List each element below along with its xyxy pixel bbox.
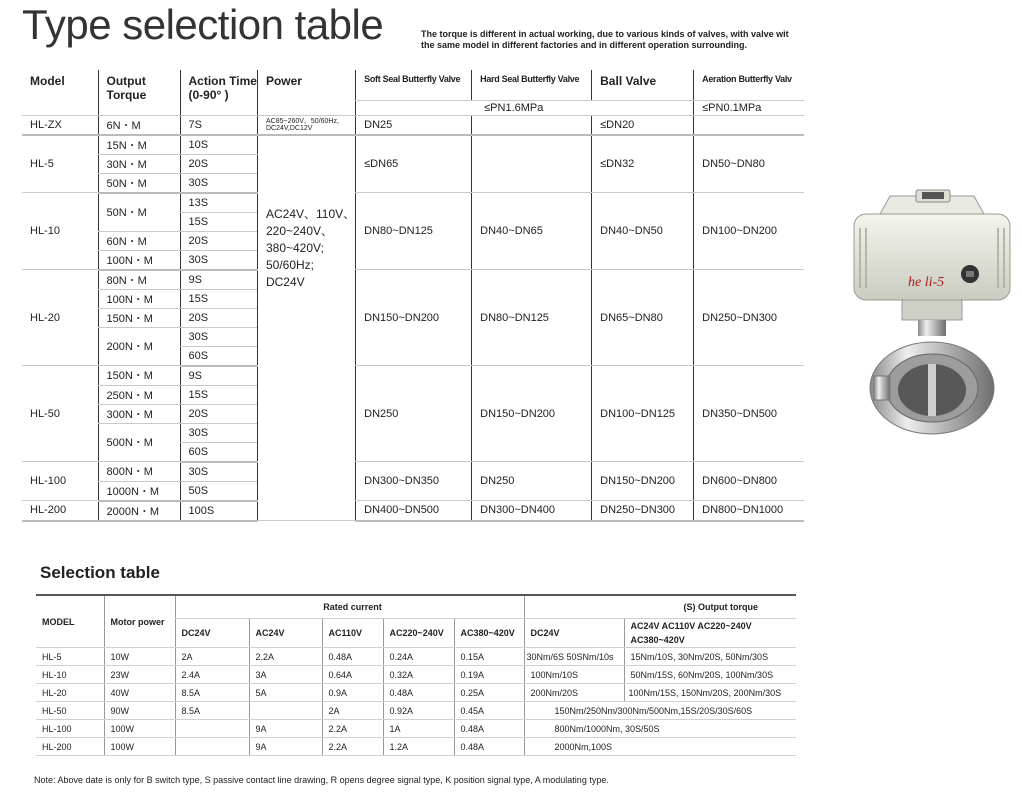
torque-cell: 50N・M	[98, 193, 180, 232]
torque-cell: 150N・M	[98, 308, 180, 327]
hard-cell	[472, 135, 592, 193]
current-cell: 0.48A	[322, 648, 383, 666]
motor-cell: 100W	[104, 720, 175, 738]
aeration-cell: DN250~DN300	[694, 270, 804, 366]
motor-cell: 10W	[104, 648, 175, 666]
soft-cell: DN300~DN350	[356, 462, 472, 501]
time-cell: 15S	[180, 212, 257, 231]
torque-note-line: The torque is different in actual working, due to various kinds of valves, with valve wit	[421, 29, 789, 39]
time-cell: 100S	[180, 501, 257, 521]
torque-cell: 30N・M	[98, 154, 180, 173]
current-cell: 1A	[383, 720, 454, 738]
header-model: Model	[22, 70, 98, 115]
current-cell: 0.32A	[383, 666, 454, 684]
torque-ac-cell: 50Nm/15S, 60Nm/20S, 100Nm/30S	[624, 666, 796, 684]
power-small: AC85~260V、50/60Hz, DC24V,DC12V	[257, 115, 355, 135]
time-cell: 7S	[180, 115, 257, 135]
aeration-cell: DN100~DN200	[694, 193, 804, 270]
ball-cell: ≤DN32	[592, 135, 694, 193]
selection-table	[36, 594, 796, 756]
current-cell: 0.92A	[383, 702, 454, 720]
ball-cell: ≤DN20	[592, 115, 694, 135]
time-cell: 13S	[180, 193, 257, 213]
time-cell: 10S	[180, 135, 257, 155]
time-cell: 20S	[180, 404, 257, 423]
torque-cell: 250N・M	[98, 385, 180, 404]
model-name: HL-ZX	[22, 115, 98, 135]
time-cell: 60S	[180, 346, 257, 366]
time-cell: 15S	[180, 289, 257, 308]
torque-cell: 100N・M	[98, 289, 180, 308]
model-cell: HL-200	[36, 738, 104, 756]
soft-cell: DN150~DN200	[356, 270, 472, 366]
torque-cell: 200N・M	[98, 327, 180, 366]
time-cell: 9S	[180, 366, 257, 386]
model-cell: HL-20	[36, 684, 104, 702]
model-cell: HL-50	[36, 702, 104, 720]
motor-cell: 40W	[104, 684, 175, 702]
time-cell: 30S	[180, 423, 257, 442]
soft-cell: DN250	[356, 366, 472, 462]
power-main	[257, 135, 355, 521]
header-motor-power: Motor power	[104, 595, 175, 648]
power-line: AC24V、110V、	[265, 206, 356, 221]
model-cell: HL-100	[36, 720, 104, 738]
current-cell: 0.48A	[383, 684, 454, 702]
header-hard-seal: Hard Seal Butterfly Valve	[472, 70, 592, 100]
ball-cell: DN250~DN300	[592, 501, 694, 521]
header-ac110v: AC110V	[322, 619, 383, 648]
header-action-time: Action Time (0-90° )	[180, 70, 257, 115]
model-name: HL-10	[22, 193, 98, 270]
model-name: HL-100	[22, 462, 98, 501]
model-name: HL-5	[22, 135, 98, 193]
torque-dc-cell: 100Nm/10S	[524, 666, 624, 684]
hard-cell: DN40~DN65	[472, 193, 592, 270]
time-cell: 60S	[180, 442, 257, 462]
current-cell: 8.5A	[175, 702, 249, 720]
header-torque-ac-2: AC380~420V	[624, 633, 796, 648]
header-ac380v: AC380~420V	[454, 619, 524, 648]
aeration-cell: DN600~DN800	[694, 462, 804, 501]
current-cell: 2A	[175, 648, 249, 666]
time-cell: 9S	[180, 270, 257, 290]
current-cell: 2.4A	[175, 666, 249, 684]
torque-cell: 150N・M	[98, 366, 180, 386]
time-cell: 30S	[180, 327, 257, 346]
current-cell: 9A	[249, 738, 322, 756]
torque-cell: 15N・M	[98, 135, 180, 155]
torque-note	[421, 29, 806, 50]
hard-cell	[472, 115, 592, 135]
model-cell: HL-10	[36, 666, 104, 684]
soft-cell: DN80~DN125	[356, 193, 472, 270]
selection-table-title: Selection table	[40, 563, 160, 582]
torque-span-cell: 800Nm/1000Nm, 30S/50S	[524, 720, 796, 738]
header-aeration: Aeration Butterfly Valv	[694, 70, 804, 100]
torque-cell: 6N・M	[98, 115, 180, 135]
time-cell: 30S	[180, 462, 257, 482]
motor-cell: 90W	[104, 702, 175, 720]
header-ac24v: AC24V	[249, 619, 322, 648]
torque-note-line: the same model in different factories and in different operation surrounding.	[421, 39, 748, 50]
torque-cell: 800N・M	[98, 462, 180, 482]
current-cell: 2A	[322, 702, 383, 720]
header-ac220v: AC220~240V	[383, 619, 454, 648]
current-cell	[175, 720, 249, 738]
aeration-cell: DN350~DN500	[694, 366, 804, 462]
torque-cell: 300N・M	[98, 404, 180, 423]
type-selection-table	[22, 70, 804, 522]
header-rated-current: Rated current	[175, 595, 524, 619]
header-output-torque: Output Torque	[98, 70, 180, 115]
current-cell: 0.48A	[454, 720, 524, 738]
model-cell: HL-5	[36, 648, 104, 666]
motor-cell: 100W	[104, 738, 175, 756]
power-line: 220~240V、	[265, 223, 334, 238]
ball-cell: DN150~DN200	[592, 462, 694, 501]
time-cell: 30S	[180, 250, 257, 270]
soft-cell: ≤DN65	[356, 135, 472, 193]
torque-cell: 2000N・M	[98, 501, 180, 521]
current-cell: 0.9A	[322, 684, 383, 702]
power-line: DC24V	[265, 274, 305, 289]
page-title: Type selection table	[22, 1, 384, 48]
time-cell: 20S	[180, 308, 257, 327]
pressure-main: ≤PN1.6MPa	[356, 100, 694, 115]
current-cell: 2.2A	[322, 738, 383, 756]
torque-cell: 80N・M	[98, 270, 180, 290]
ball-cell: DN100~DN125	[592, 366, 694, 462]
current-cell: 0.64A	[322, 666, 383, 684]
time-cell: 20S	[180, 231, 257, 250]
time-cell: 15S	[180, 385, 257, 404]
header-ball-valve: Ball Valve	[592, 70, 694, 100]
header-dc24v: DC24V	[175, 619, 249, 648]
hard-cell: DN80~DN125	[472, 270, 592, 366]
model-name: HL-50	[22, 366, 98, 462]
current-cell: 0.48A	[454, 738, 524, 756]
ball-cell: DN40~DN50	[592, 193, 694, 270]
torque-dc-cell: 30Nm/6S 50SNm/10s	[524, 648, 624, 666]
current-cell: 9A	[249, 720, 322, 738]
model-name: HL-200	[22, 501, 98, 521]
ball-cell: DN65~DN80	[592, 270, 694, 366]
torque-span-cell: 2000Nm,100S	[524, 738, 796, 756]
header-torque-ac: AC24V AC110V AC220~240V	[624, 619, 796, 634]
header-output-torque: (S) Output torque	[524, 595, 796, 619]
torque-cell: 50N・M	[98, 173, 180, 193]
aeration-cell: DN800~DN1000	[694, 501, 804, 521]
hard-cell: DN300~DN400	[472, 501, 592, 521]
current-cell: 5A	[249, 684, 322, 702]
torque-cell: 100N・M	[98, 250, 180, 270]
current-cell: 2.2A	[249, 648, 322, 666]
header-soft-seal: Soft Seal Butterfly Valve	[356, 70, 472, 100]
current-cell: 1.2A	[383, 738, 454, 756]
power-line: 380~420V;	[265, 240, 324, 255]
header-model: MODEL	[36, 595, 104, 648]
current-cell: 0.24A	[383, 648, 454, 666]
current-cell: 0.19A	[454, 666, 524, 684]
hard-cell: DN150~DN200	[472, 366, 592, 462]
header-power: Power	[257, 70, 355, 115]
torque-cell: 500N・M	[98, 423, 180, 462]
selection-note: Note: Above date is only for B switch type, S passive contact line drawing, R opens degree signal type, K position signal type, A modulating type.	[34, 775, 609, 785]
current-cell: 2.2A	[322, 720, 383, 738]
pressure-aeration: ≤PN0.1MPa	[694, 100, 804, 115]
torque-dc-cell: 200Nm/20S	[524, 684, 624, 702]
hard-cell: DN250	[472, 462, 592, 501]
time-cell: 50S	[180, 481, 257, 501]
electric-butterfly-valve-image	[846, 188, 1016, 438]
current-cell: 0.45A	[454, 702, 524, 720]
current-cell: 0.15A	[454, 648, 524, 666]
motor-cell: 23W	[104, 666, 175, 684]
torque-cell: 60N・M	[98, 231, 180, 250]
current-cell: 0.25A	[454, 684, 524, 702]
soft-cell: DN400~DN500	[356, 501, 472, 521]
current-cell	[249, 702, 322, 720]
current-cell: 3A	[249, 666, 322, 684]
time-cell: 30S	[180, 173, 257, 193]
header-torque-dc: DC24V	[524, 619, 624, 648]
torque-ac-cell: 15Nm/10S, 30Nm/20S, 50Nm/30S	[624, 648, 796, 666]
current-cell: 8.5A	[175, 684, 249, 702]
time-cell: 20S	[180, 154, 257, 173]
torque-cell: 1000N・M	[98, 481, 180, 501]
power-line: 50/60Hz;	[265, 257, 314, 272]
aeration-cell	[694, 115, 804, 135]
brand-logo-text: he li-5	[908, 275, 945, 290]
torque-ac-cell: 100Nm/15S, 150Nm/20S, 200Nm/30S	[624, 684, 796, 702]
soft-cell: DN25	[356, 115, 472, 135]
aeration-cell: DN50~DN80	[694, 135, 804, 193]
torque-span-cell: 150Nm/250Nm/300Nm/500Nm,15S/20S/30S/60S	[524, 702, 796, 720]
current-cell	[175, 738, 249, 756]
model-name: HL-20	[22, 270, 98, 366]
